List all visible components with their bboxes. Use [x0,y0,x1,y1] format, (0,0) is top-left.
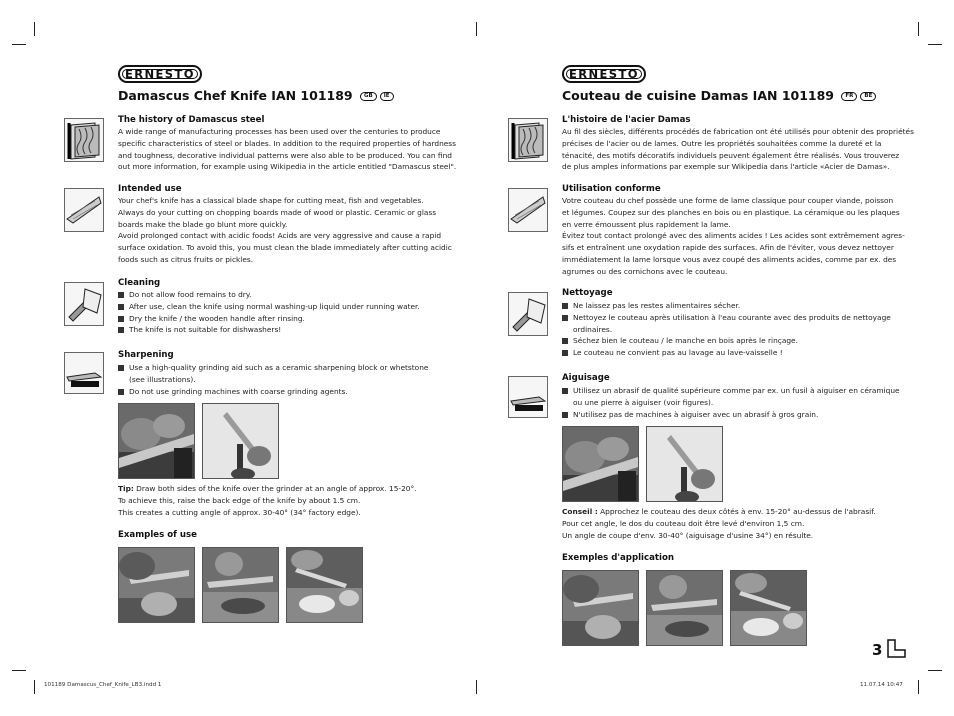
tip-text [118,483,417,518]
text-line [562,506,876,518]
text-line: agrumes ou des cornichons avec le couteau. [562,266,728,276]
tip-text [562,506,876,541]
text-line: Votre couteau du chef possède une forme de lame classique pour couper viande, poisson [562,196,894,205]
text-line: immédiatement la lame lorsque vous avez coupé des aliments acides, comme par ex. des [562,254,897,264]
title-text: Couteau de cuisine Damas IAN 101189 [562,88,835,103]
history-text [562,126,914,173]
history-text [118,126,456,173]
page-corner-icon [886,639,906,659]
section-heading-cleaning: Nettoyage [562,288,613,298]
section-heading-sharpening: Sharpening [118,350,174,360]
crop-mark [918,680,919,694]
country-badge: GB [360,92,377,101]
brand-logo: ERNESTO [118,65,202,83]
section-heading-examples: Exemples d'application [562,553,674,563]
text-line: ténacité, des motifs décoratifs individuels peuvent également être réalisés. Vous trouverez [562,150,900,160]
text-line: surface oxidation. To avoid this, you must clean the blade immediately after cutting acidic [118,243,452,253]
list-item: Dry the knife / the wooden handle after rinsing. [118,313,420,325]
list-item: Do not allow food remains to dry. [118,289,420,301]
chopping-herbs-photo [646,570,723,646]
section-heading-examples: Examples of use [118,530,197,540]
list-item: Utilisez un abrasif de qualité supérieure comme par ex. un fusil à aiguiser en céramique [562,385,900,397]
section-heading-sharpening: Aiguisage [562,373,610,383]
crop-mark [928,44,942,45]
page-title [562,88,876,103]
text-line: Évitez tout contact prolongé avec des aliments acides ! Les acides sont extrêmement agres- [562,231,905,241]
crop-mark [918,22,919,36]
crop-mark [34,680,35,694]
knife-blade-icon [64,188,104,232]
text-line: de plus amples informations par exemple sur Wikipedia dans l'article «Acier de Damas». [562,162,890,172]
intended-use-text [118,195,452,266]
crop-mark [12,44,26,45]
list-item-continuation: (see illustrations). [129,374,196,384]
text-line: boards make the blade go blunt more quickly. [118,219,288,229]
text-line: Your chef's knife has a classical blade shape for cutting meat, fish and vegetables. [118,196,424,205]
sharpening-list [118,362,428,397]
title-text: Damascus Chef Knife IAN 101189 [118,88,353,103]
list-item: N'utilisez pas de machines à aiguiser avec un abrasif à gros grain. [562,409,900,421]
section-heading-cleaning: Cleaning [118,278,161,288]
section-heading-intended-use: Utilisation conforme [562,184,661,194]
text-line: en verre émoussent plus rapidement la lame. [562,219,731,229]
list-item-continuation: ou une pierre à aiguiser (voir figures). [573,397,714,407]
list-item: Use a high-quality grinding aid such as a ceramic sharpening block or whetstone [118,362,428,374]
list-item-continuation: ordinaires. [573,324,613,334]
country-badge: BE [860,92,876,101]
dicing-onion-photo [730,570,807,646]
list-item: Ne laissez pas les restes alimentaires sécher. [562,300,891,312]
list-item: Le couteau ne convient pas au lavage au lave-vaisselle ! [562,347,891,359]
country-badge: FR [841,92,857,101]
sharpening-block-photo [118,403,195,479]
crop-mark [928,670,942,671]
text-line: et légumes. Coupez sur des planches en bois ou en plastique. La céramique ou les plaques [562,207,900,217]
damascus-steel-icon [64,118,104,162]
whetstone-photo [202,403,279,479]
text-line: specific characteristics of steel or blades. In addition to the required properties of hardness [118,138,456,148]
sharpening-block-photo [562,426,639,502]
cutting-tomato-photo [118,547,195,623]
footer-filename: 101189 Damascus_Chef_Knife_LB3.indd 1 [44,682,162,688]
text-line [118,483,417,495]
whetstone-photo [646,426,723,502]
page-number: 3 [872,641,883,659]
crop-mark [476,22,477,36]
list-item: Nettoyez le couteau après utilisation à l'eau courante avec des produits de nettoyage [562,312,891,324]
text-line: Draw both sides of the knife over the grinder at an angle of approx. 15-20°. [133,484,417,493]
intended-use-text [562,195,905,278]
cleaning-cloth-icon [508,292,548,336]
cleaning-list [118,289,420,336]
text-line: and toughness, decorative individual patterns were also able to be produced. You can find [118,150,452,160]
knife-blade-icon [508,188,548,232]
list-item: Séchez bien le couteau / le manche en bois après le rinçage. [562,335,891,347]
cleaning-list [562,300,891,359]
footer-timestamp: 11.07.14 10:47 [860,682,903,688]
text-line: Au fil des siècles, différents procédés de fabrication ont été utilisés pour obtenir des propriétés [562,127,914,136]
text-line: Un angle de coupe d'env. 30-40° (aiguisage d'usine 34°) en résulte. [562,530,814,540]
cleaning-cloth-icon [64,282,104,326]
sharpening-icon [508,376,548,418]
tip-label: Tip: [118,484,134,493]
brand-logo: ERNESTO [562,65,646,83]
section-heading-history: The history of Damascus steel [118,115,265,125]
crop-mark [476,680,477,694]
list-item: After use, clean the knife using normal washing-up liquid under running water. [118,301,420,313]
text-line: This creates a cutting angle of approx. 30-40° (34° factory edge). [118,507,361,517]
cutting-tomato-photo [562,570,639,646]
text-line: Avoid prolonged contact with acidic foods! Acids are very aggressive and cause a rapid [118,231,442,241]
chopping-herbs-photo [202,547,279,623]
text-line: To achieve this, raise the back edge of the knife by about 1.5 cm. [118,495,361,505]
list-item: The knife is not suitable for dishwashers! [118,324,420,336]
sharpening-list [562,385,900,420]
damascus-steel-icon [508,118,548,162]
text-line: précises de l'acier ou de lames. Outre les propriétés souhaitées comme la dureté et la [562,138,882,148]
text-line: Always do your cutting on chopping boards made of wood or plastic. Ceramic or glass [118,207,437,217]
text-line: A wide range of manufacturing processes has been used over the centuries to produce [118,127,441,136]
tip-label: Conseil : [562,507,598,516]
country-badge: IE [380,92,394,101]
section-heading-intended-use: Intended use [118,184,182,194]
list-item: Do not use grinding machines with coarse grinding agents. [118,386,428,398]
dicing-onion-photo [286,547,363,623]
text-line: foods such as citrus fruits or pickles. [118,254,254,264]
crop-mark [34,22,35,36]
text-line: Pour cet angle, le dos du couteau doit être levé d'environ 1,5 cm. [562,518,805,528]
text-line: Approchez le couteau des deux côtés à env. 15-20° au-dessus de l'abrasif. [597,507,876,516]
text-line: sifs et entraînent une oxydation rapide des surfaces. Afin de l'éviter, vous devez nettoyer [562,243,894,253]
text-line: out more information, for example using Wikipedia in the article entitled "Damascus steel". [118,162,457,172]
crop-mark [12,670,26,671]
page-title [118,88,394,103]
sharpening-icon [64,352,104,394]
section-heading-history: L'histoire de l'acier Damas [562,115,691,125]
